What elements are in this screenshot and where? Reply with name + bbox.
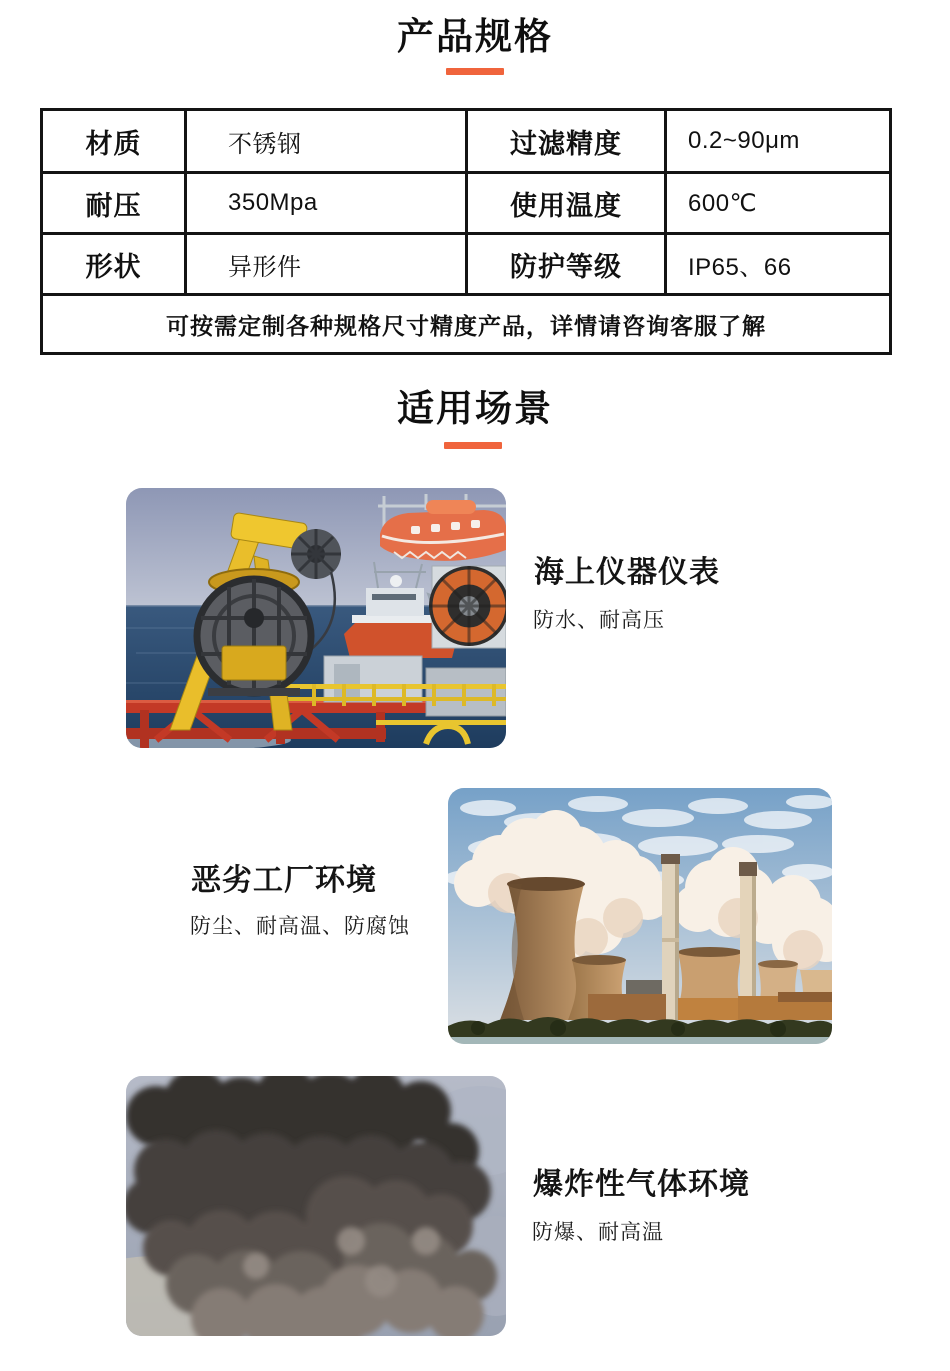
spec-table [40,108,892,355]
spec-label-pressure: 耐压 [43,171,184,232]
scenario-subtitle-marine: 防水、耐高压 [533,609,665,632]
spec-custom-note: 可按需定制各种规格尺寸精度产品，详情请咨询客服了解 [43,293,889,352]
scenario-title-marine: 海上仪器仪表 [534,556,720,589]
power-plant-photo [448,788,832,1044]
spec-label-temperature: 使用温度 [465,171,664,232]
spec-value-temperature: 600℃ [664,171,889,232]
section-title-specs: 产品规格 [397,16,553,57]
scenario-title-explosive: 爆炸性气体环境 [533,1168,750,1201]
spec-label-precision: 过滤精度 [465,111,664,171]
power-plant-illustration [448,788,832,1044]
accent-divider [446,68,504,75]
cable-reel [429,566,506,648]
scenario-title-factory: 恶劣工厂环境 [191,864,377,897]
spec-value-material: 不锈钢 [184,111,465,171]
scenario-subtitle-factory: 防尘、耐高温、防腐蚀 [190,915,410,938]
spec-value-pressure: 350Mpa [184,171,465,232]
accent-divider [444,442,502,449]
section-title-scenarios: 适用场景 [397,388,553,429]
spec-value-shape: 异形件 [184,232,465,293]
smoke-cloud-photo [126,1076,506,1336]
smoke-cloud-illustration [126,1076,506,1336]
offshore-platform-illustration [126,488,506,748]
scenario-subtitle-explosive: 防爆、耐高温 [532,1221,664,1244]
spec-label-ip-rating: 防护等级 [465,232,664,293]
spec-value-ip-rating: IP65、66 [664,232,889,293]
rov-cage [197,569,311,696]
spec-label-shape: 形状 [43,232,184,293]
spec-label-material: 材质 [85,128,142,159]
spec-value-precision: 0.2~90μm [664,111,889,171]
offshore-platform-photo [126,488,506,748]
